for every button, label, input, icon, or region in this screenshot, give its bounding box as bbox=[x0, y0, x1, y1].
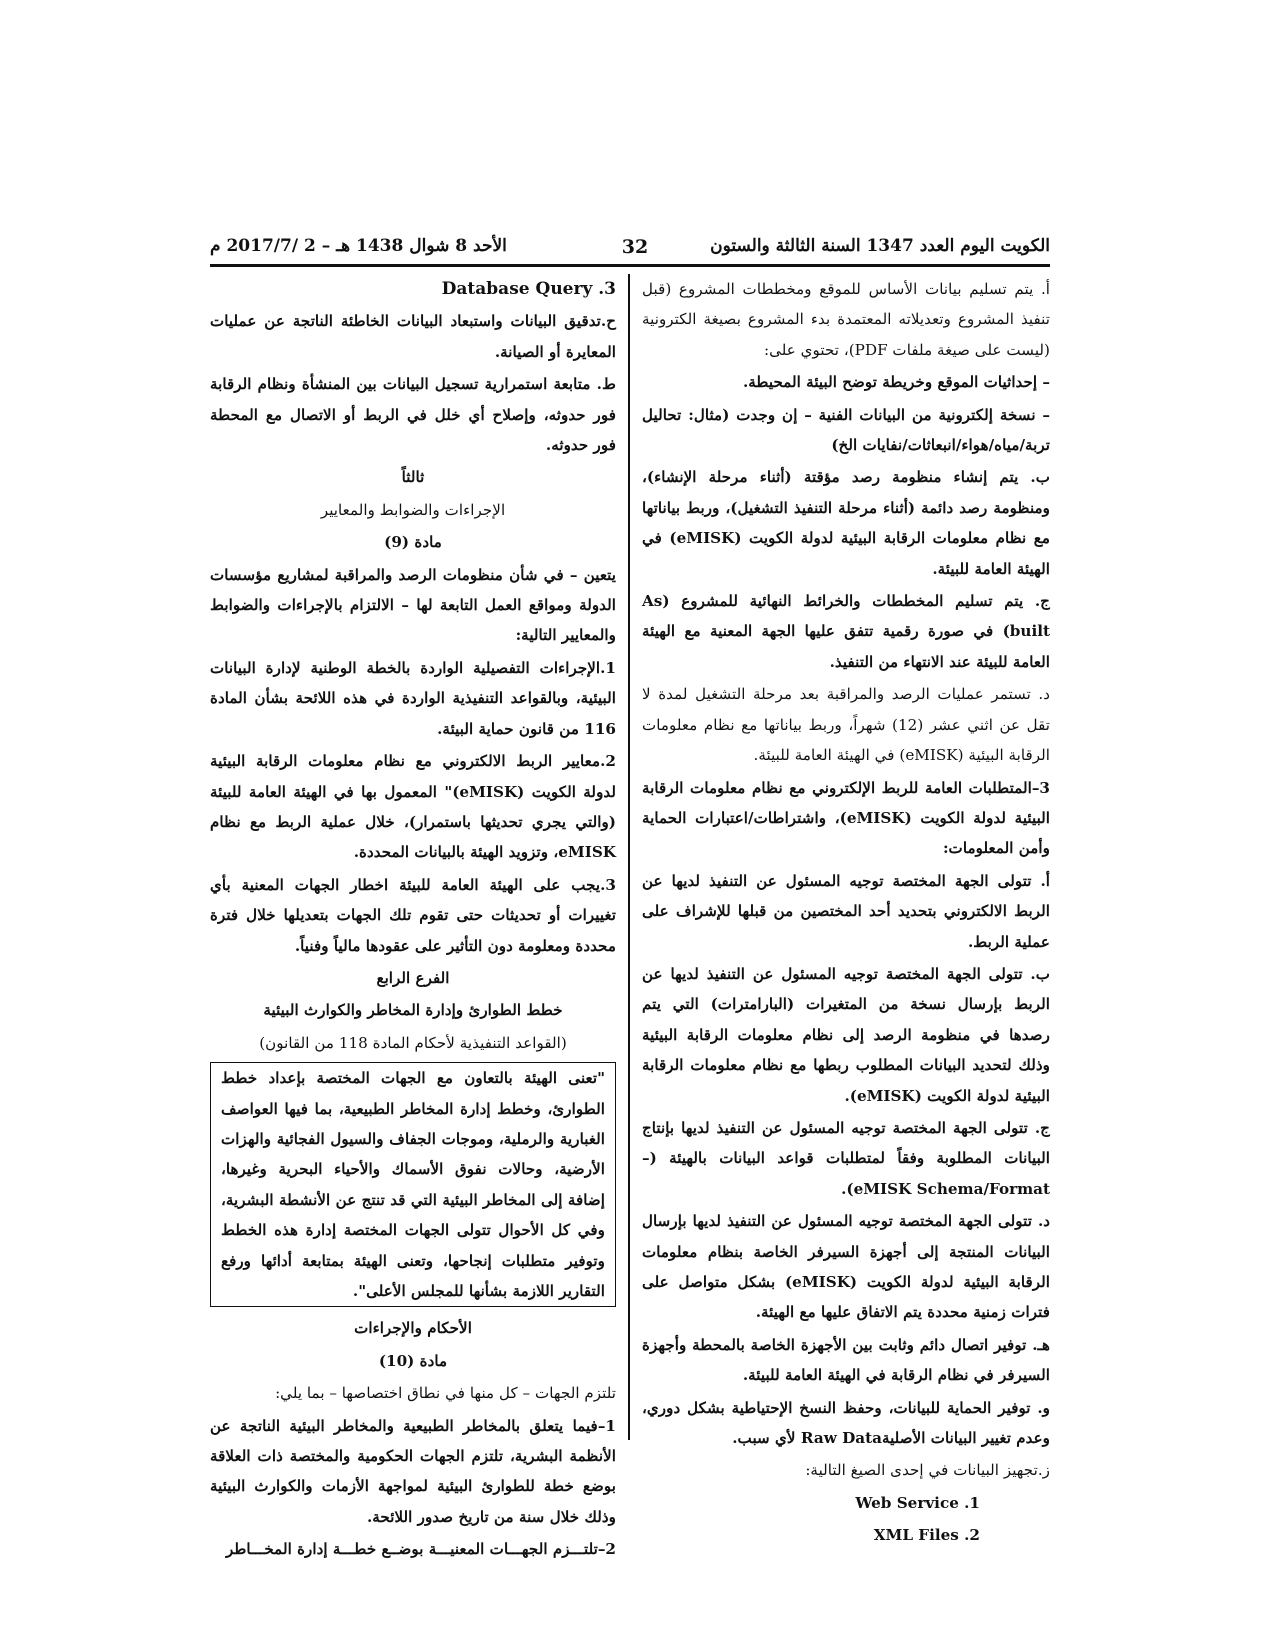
paragraph-3c: ج. تتولى الجهة المختصة توجيه المسئول عن التنفيذ لديها بإنتاج البيانات المطلوبة وفقاً لمتطلبات قواعد البيانات بالهيئة (–eMISK Schema/Format). bbox=[642, 1118, 1050, 1198]
right-column bbox=[642, 274, 1050, 1553]
branch-4-heading: خطط الطوارئ وإدارة المخاطر والكوارث البيئية bbox=[263, 1001, 563, 1020]
paragraph-3b: ب. تتولى الجهة المختصة توجيه المسئول عن التنفيذ لديها عن الربط بإرسال نسخة من المتغيرات (البارامترات) التي يتم رصدها في منظومة الرصد إلى نظام معلومات الرقابة البيئية وذلك لتحديد البيانات المطلوب ربطها مع نظام معلومات الرقابة البيئية لدولة الكويت (eMISK). bbox=[642, 964, 1050, 1105]
heading-thalithan: ثالثاً bbox=[401, 468, 425, 487]
header-date: الأحد 8 شوال 1438 هـ – 2 /2017/7 م bbox=[210, 236, 507, 256]
paragraph-c: ج. يتم تسليم المخططات والخرائط النهائية للمشروع (As built) في صورة رقمية تتفق عليها الجهة المعنية مع الهيئة العامة للبيئة عند الانتهاء من التنفيذ. bbox=[642, 592, 1050, 671]
format-web-service: Web Service .1 bbox=[855, 1493, 980, 1512]
header-rule bbox=[210, 264, 1050, 267]
paragraph-b: ب. يتم إنشاء منظومة رصد مؤقتة (أثناء مرحلة الإنشاء)، ومنظومة رصد دائمة (أثناء مرحلة التنفيذ التشغيل)، وربط بياناتها مع نظام معلومات الرقابة البيئية لدولة الكويت (eMISK) في الهيئة العامة للبيئة. bbox=[642, 468, 1050, 578]
quoted-law-text: "تعنى الهيئة بالتعاون مع الجهات المختصة بإعداد خطط الطوارئ، وخطط إدارة المخاطر الطبيعية، بما فيها العواصف الغبارية والرملية، وموجات الجفاف والسيول الفجائية والهزات الأرضية، وحالات نفوق الأسماك والأحياء البحرية وغيرها، إضافة إلى المخاطر البيئية التي قد تنتج عن الأنشطة البشرية، وفي كل الأحوال تتولى الجهات المختصة إدارة هذه الخطط وتوفير متطلبات إنجاحها، وتعنى الهيئة بمتابعة أدائها ورفع التقارير اللازمة بشأنها للمجلس الأعلى". bbox=[221, 1069, 605, 1300]
page-number: 32 bbox=[621, 236, 649, 258]
quoted-law-box bbox=[210, 1062, 616, 1307]
paragraph-ha: ح.تدقيق البيانات واستبعاد البيانات الخاطئة الناتجة عن عمليات المعايرة أو الصيانة. bbox=[210, 312, 616, 361]
article-10-intro: تلتزم الجهات – كل منها في نطاق اختصاصها – بما يلي: bbox=[275, 1384, 616, 1403]
paragraph-ta: ط. متابعة استمرارية تسجيل البيانات بين المنشأة ونظام الرقابة فور حدوثه، وإصلاح أي خلل في الربط أو الاتصال مع المحطة فور حدوثه. bbox=[210, 375, 616, 455]
paragraph-d: د. تستمر عمليات الرصد والمراقبة بعد مرحلة التشغيل لمدة لا تقل عن اثني عشر (12) شهراً، وربط بياناتها مع نظام معلومات الرقابة البيئية (eMISK) في الهيئة العامة للبيئة. bbox=[642, 685, 1050, 765]
paragraph-3f: و. توفير الحماية للبيانات، وحفظ النسخ الإحتياطية بشكل دوري، وعدم تغيير البيانات الأصليةRaw Data لأي سبب. bbox=[642, 1398, 1050, 1448]
header-issue-info: الكويت اليوم العدد 1347 السنة الثالثة والستون bbox=[710, 236, 1050, 256]
article-9-item-3: 3.يجب على الهيئة العامة للبيئة اخطار الجهات المعنية بأي تغييرات أو تحديثات حتى تقوم تلك الجهات بتعديلها خلال فترة محددة ومعلومة دون التأثير على عقودها مالياً وفنياً. bbox=[210, 875, 616, 955]
paragraph-3g: ز.تجهيز البيانات في إحدى الصيغ التالية: bbox=[805, 1461, 1050, 1480]
format-database-query: Database Query .3 bbox=[441, 279, 616, 299]
page-header bbox=[210, 236, 1050, 262]
paragraph-a: أ. يتم تسليم بيانات الأساس للموقع ومخططات المشروع (قبل تنفيذ المشروع وتعديلاته المعتمدة بدء المشروع بصيغة الكترونية (ليست على صيغة ملفات PDF)، تحتوي على: bbox=[642, 280, 1050, 359]
paragraph-3a: أ. تتولى الجهة المختصة توجيه المسئول عن التنفيذ لديها عن الربط الالكتروني بتحديد أحد المختصين من قبلها للإشراف على عملية الربط. bbox=[642, 871, 1050, 951]
bullet-coordinates: – إحداثيات الموقع وخريطة توضح البيئة المحيطة. bbox=[742, 373, 1050, 392]
bullet-technical-data: – نسخة إلكترونية من البيانات الفنية – إن وجدت (مثال: تحاليل تربة/مياه/هواء/انبعاثات/نفايات الخ) bbox=[642, 405, 1050, 455]
article-10-title: مادة (10) bbox=[378, 1351, 448, 1370]
article-9-item-2: 2.معايير الربط الالكتروني مع نظام معلومات الرقابة البيئية لدولة الكويت (eMISK)" المعمول بها في الهيئة العامة للبيئة (والتي يجري تحديثها باستمرار)، خلال عملية الربط مع نظام eMISK، وتزويد الهيئة بالبيانات المحددة. bbox=[210, 752, 616, 862]
heading-provisions: الأحكام والإجراءات bbox=[354, 1319, 472, 1338]
left-column bbox=[210, 274, 616, 1567]
article-9-intro: يتعين – في شأن منظومات الرصد والمراقبة لمشاريع مؤسسات الدولة ومواقع العمل التابعة لها – الالتزام بالإجراءات والضوابط والمعايير التالية: bbox=[210, 565, 616, 645]
paragraph-3e: هـ. توفير اتصال دائم وثابت بين الأجهزة الخاصة بالمحطة وأجهزة السيرفر في نظام الرقابة في الهيئة العامة للبيئة. bbox=[642, 1335, 1050, 1385]
format-xml-files: XML Files .2 bbox=[873, 1526, 980, 1545]
article-9-item-1: 1.الإجراءات التفصيلية الواردة بالخطة الوطنية لإدارة البيانات البيئية، وبالقواعد التنفيذية الواردة في هذه اللائحة بشأن المادة 116 من قانون حماية البيئة. bbox=[210, 658, 616, 738]
column-divider bbox=[628, 274, 630, 1440]
paragraph-3d: د. تتولى الجهة المختصة توجيه المسئول عن التنفيذ لديها بإرسال البيانات المنتجة إلى أجهزة السيرفر الخاصة بنظام معلومات الرقابة البيئية لدولة الكويت (eMISK) بشكل متواصل على فترات زمنية محددة يتم الاتفاق عليها مع الهيئة. bbox=[642, 1212, 1050, 1322]
branch-4-subheading: (القواعد التنفيذية لأحكام المادة 118 من القانون) bbox=[259, 1033, 567, 1052]
branch-4-title: الفرع الرابع bbox=[376, 968, 450, 987]
heading-procedures: الإجراءات والضوابط والمعايير bbox=[320, 500, 506, 519]
article-9-title: مادة (9) bbox=[384, 533, 442, 552]
section-3-requirements: 3–المتطلبات العامة للربط الإلكتروني مع نظام معلومات الرقابة البيئية لدولة الكويت (eMISK)، واشتراطات/اعتبارات الحماية وأمن المعلومات: bbox=[642, 778, 1050, 858]
article-10-item-1: 1–فيما يتعلق بالمخاطر الطبيعية والمخاطر البيئية الناتجة عن الأنظمة البشرية، تلتزم الجهات الحكومية والمختصة ذات العلاقة بوضع خطة للطوارئ البيئية لمواجهة الأزمات والكوارث البيئية وذلك خلال سنة من تاريخ صدور اللائحة. bbox=[210, 1416, 616, 1526]
article-10-item-2: 2–تلتـــزم الجهـــات المعنيـــة بوضــع خطـــة إدارة المخـــاطر bbox=[225, 1540, 616, 1559]
